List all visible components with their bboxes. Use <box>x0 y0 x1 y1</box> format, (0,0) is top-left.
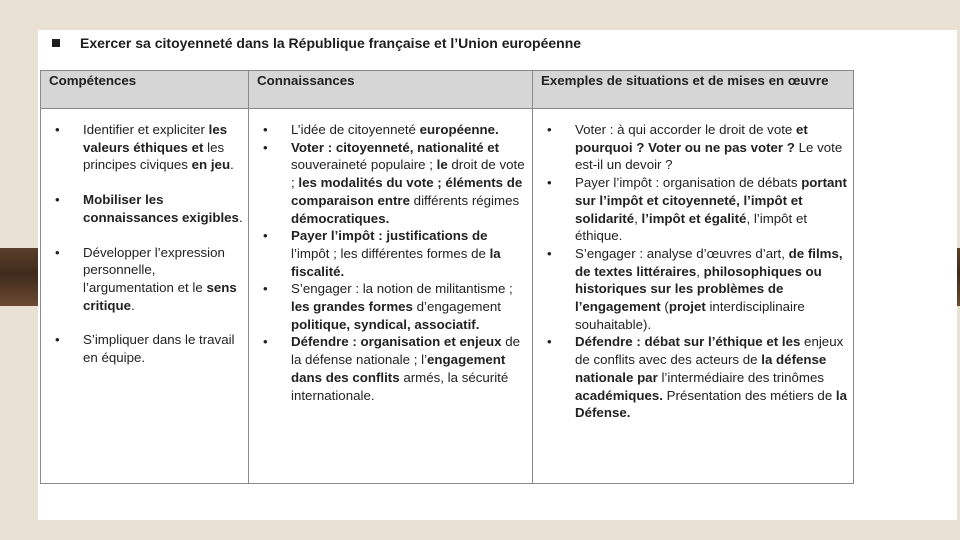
text-run: philosophiques ou historiques sur les problèmes de l’engagement <box>575 263 822 315</box>
text-run: Le vote est-il un devoir ? <box>575 139 843 173</box>
text-run: les principes civiques <box>83 139 225 173</box>
text-run: les grandes formes <box>291 299 413 315</box>
text-run: S’impliquer dans le travail en équipe. <box>83 332 235 366</box>
exemples-list <box>541 121 849 422</box>
text-run: , l’impôt et éthique. <box>575 210 808 244</box>
text-run: démocratiques. <box>291 210 390 226</box>
text-run: le <box>436 157 448 173</box>
text-run: armés, la sécurité internationale. <box>291 369 509 403</box>
text-run: . <box>230 157 234 173</box>
text-run: , <box>696 263 704 279</box>
cell-competences <box>41 109 249 484</box>
list-item <box>541 245 849 334</box>
text-run: d’engagement <box>412 299 501 315</box>
text-run: S’engager : la notion de militantisme ; <box>291 281 513 297</box>
header-connaissances: Connaissances <box>249 71 533 109</box>
connaissances-list <box>257 121 528 404</box>
list-item <box>257 280 528 333</box>
text-run: portant sur l’impôt et citoyenneté, l’impôt et solidarité <box>575 175 847 226</box>
text-run: l’impôt et égalité <box>641 210 747 226</box>
text-run: en jeu <box>191 157 231 173</box>
text-run: interdisciplinaire souhaitable). <box>575 299 805 332</box>
text-run: différents régimes <box>409 192 520 208</box>
citizenship-table <box>40 70 854 484</box>
text-run: Voter : citoyenneté, nationalité et <box>291 139 500 155</box>
text-run: , <box>634 210 642 226</box>
text-run: de la défense nationale ; l’ <box>291 334 521 368</box>
text-run: les valeurs éthiques et <box>83 122 228 155</box>
text-run: projet <box>668 299 706 315</box>
text-run: engagement dans des conflits <box>291 352 506 385</box>
text-run: et pourquoi ? Voter ou ne pas voter ? <box>575 122 808 155</box>
text-run: Voter : à qui accorder le droit de vote <box>575 122 797 137</box>
text-run: S’engager : analyse d’œuvres d’art, <box>575 245 789 261</box>
text-run: les modalités du vote ; éléments de comparaison entre <box>291 175 523 208</box>
text-run: la fiscalité. <box>291 245 501 279</box>
text-run: L’idée de citoyenneté <box>291 122 420 137</box>
list-item <box>541 333 849 422</box>
text-run: Développer l’expression personnelle, l’argumentation et le <box>83 244 225 295</box>
table-row <box>41 109 854 484</box>
text-run: enjeux de conflits avec des acteurs de <box>575 334 844 368</box>
text-run: droit de vote ; <box>291 157 525 191</box>
list-item <box>49 331 244 366</box>
text-run: . <box>131 297 135 313</box>
text-run: Payer l’impôt : organisation de débats <box>575 175 802 191</box>
text-run: Payer l’impôt : justifications de <box>291 228 488 244</box>
cell-connaissances <box>249 109 533 484</box>
text-run: ( <box>660 299 669 315</box>
text-run: la Défense. <box>575 387 847 421</box>
list-item <box>49 121 244 174</box>
text-run: politique, syndical, associatif. <box>291 316 480 332</box>
text-run: Défendre : organisation et enjeux <box>291 334 502 350</box>
list-item <box>257 121 528 139</box>
text-run: souveraineté populaire ; <box>291 157 437 173</box>
list-item <box>49 244 244 315</box>
text-run: Présentation des métiers de <box>662 387 836 403</box>
text-run: de films, de textes littéraires <box>575 245 843 279</box>
competences-list <box>49 121 244 367</box>
text-run: Mobiliser les connaissances exigibles <box>83 192 239 225</box>
text-run: la défense nationale par <box>575 352 827 385</box>
slide-title-row <box>48 34 581 52</box>
text-run: européenne. <box>419 122 499 137</box>
text-run: Défendre : débat sur l’éthique et les <box>575 334 801 350</box>
text-run: académiques. <box>575 387 663 403</box>
text-run: l’impôt ; les différentes formes de <box>291 245 490 261</box>
slide-title: Exercer sa citoyenneté dans la République française et l’Union européenne <box>80 35 582 51</box>
list-item <box>541 121 849 174</box>
text-run: l’intermédiaire des trinômes <box>657 369 825 385</box>
list-item <box>257 333 528 404</box>
cell-exemples <box>533 109 854 484</box>
list-item <box>257 139 528 228</box>
text-run: . <box>238 209 243 225</box>
list-item <box>541 174 849 245</box>
text-run: Identifier et expliciter <box>83 122 209 137</box>
table-header-row <box>41 71 854 109</box>
header-competences: Compétences <box>41 71 249 109</box>
text-run: sens critique <box>83 279 237 313</box>
list-item <box>257 227 528 280</box>
list-item <box>49 191 244 226</box>
square-bullet-icon <box>52 39 60 47</box>
header-exemples: Exemples de situations et de mises en œuvre <box>533 71 854 109</box>
slide-page <box>38 30 957 520</box>
